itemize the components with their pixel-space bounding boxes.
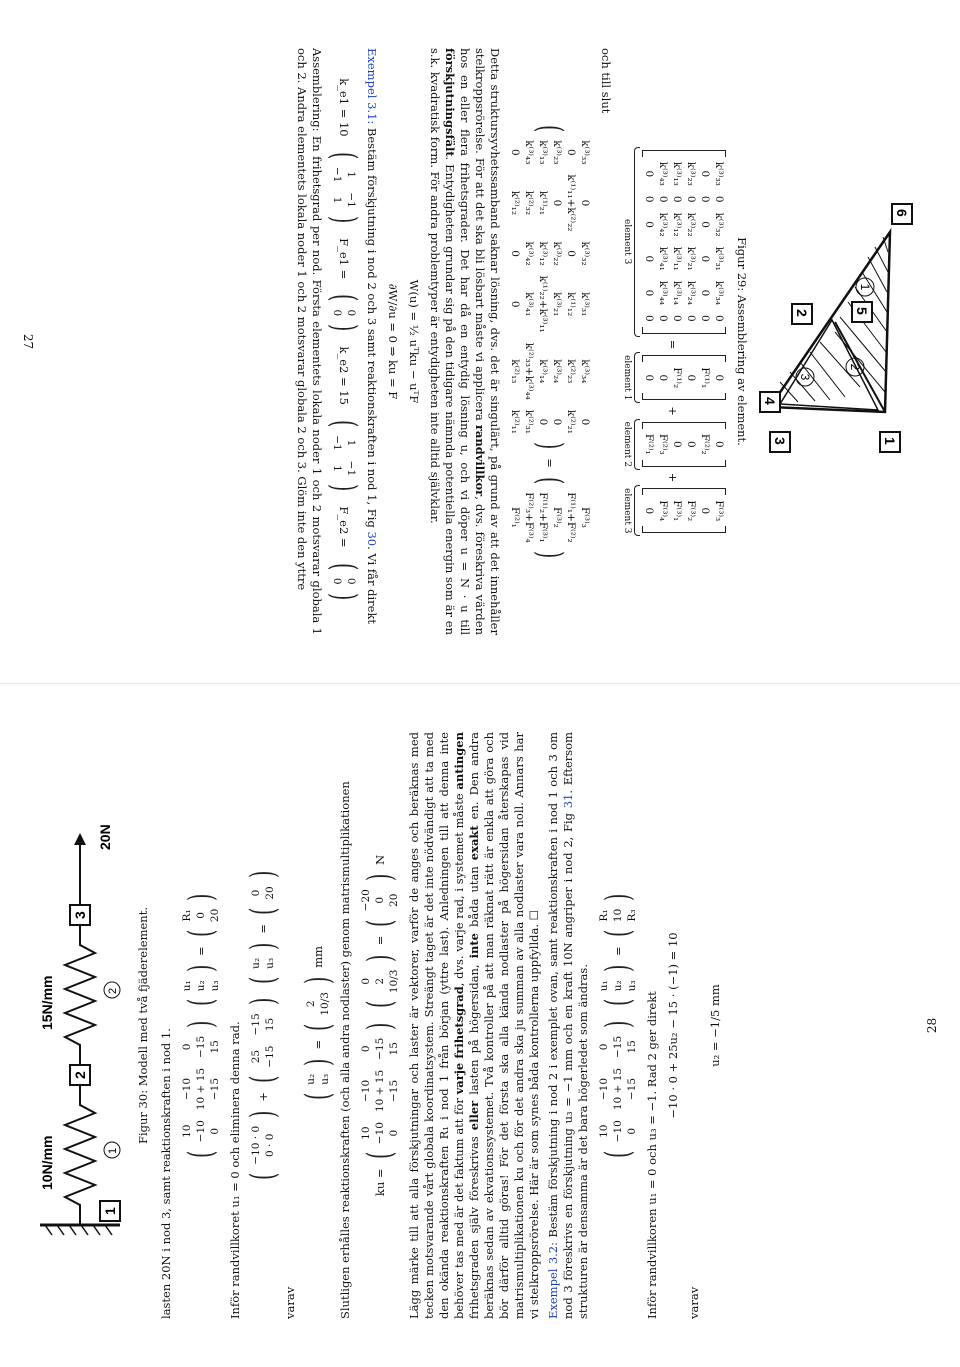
matrix-entry: k⁽³⁾₂₃ <box>685 161 697 186</box>
example-3-1-label: Exempel 3.1: <box>365 48 379 125</box>
matrix-entry: 10/3 <box>388 969 400 994</box>
matrix-entry: k⁽²⁾₂₃ <box>565 359 577 384</box>
matrix-entry: 0 <box>713 440 725 448</box>
matrix-entry: 0 <box>657 315 669 322</box>
matrix-entry: −15 <box>195 1035 207 1058</box>
spring-2-label: 15N/mm <box>39 976 55 1031</box>
matrix-entry: 0 <box>685 440 697 448</box>
matrix-entry: k⁽²⁾₁₁ <box>509 409 521 435</box>
och-till-slut: och till slut <box>599 48 613 114</box>
matrix-entry: k⁽²⁾₂₁ <box>565 409 577 435</box>
matrix-entry: −10 · 0 <box>250 1125 262 1165</box>
element-3-matrix-block <box>619 148 726 336</box>
matrix-entry: F⁽²⁾₂ <box>699 433 711 455</box>
matrix-entry: 20 <box>264 886 276 900</box>
line-3: Slutligen erhålles reaktionskraften (och alla andra nodlaster) genom matrismultiplikationen <box>338 781 352 1319</box>
matrix-entry: F⁽¹⁾₁ <box>699 367 711 389</box>
matrix-entry: 15 <box>264 1017 276 1032</box>
matrix-b: ( k⁽³⁾₃₃ 0 k⁽³⁾₃₂ k⁽³⁾₃₁ k⁽³⁾₃₄ 0 0 k⁽¹⁾₁₁+k⁽²⁾₂₂ 0 k⁽¹⁾₁₂ k⁽²⁾₂₃ k⁽²⁾₂₁ k⁽³⁾₂₃ 0 k⁽³⁾₂₂ k⁽³⁾₂₁ k⁽³⁾₂₄ 0 k⁽³⁾₁₃ k⁽¹⁾₂₁ k⁽³⁾₁₂ k⁽¹⁾₂₂+k⁽³⁾₁₁ k⁽³⁾₁₄ 0 k⁽³⁾₄₃ k⁽²⁾₃₂ k⁽³⁾₄₂ k⁽³⁾₄₁ k⁽²⁾₃₃+k⁽³⁾₄₄ k⁽²⁾₃₁ 0 k⁽²⁾₁₂ 0 0 k⁽²⁾₁₃ k⁽²⁾₁₁ ) <box>509 124 591 450</box>
matrix-entry: F⁽³⁾₃ <box>713 500 725 522</box>
matrix-entry: F⁽³⁾₂ <box>685 500 697 522</box>
matrix-entry: 0 <box>699 255 711 263</box>
matrix-entry: −10 <box>360 1079 372 1103</box>
matrix-entry: u₃ <box>626 980 638 992</box>
line-4: Inför randvillkoren u₁ = 0 och u₃ = −1. Rad 2 ger direkt <box>645 991 659 1319</box>
element-label: 1 <box>858 283 872 290</box>
equation-W: W(u) = ½ uᵀku − uᵀF <box>407 279 421 404</box>
matrix-entry: k⁽³⁾₁₁ <box>671 246 683 271</box>
matrix-entry: 0 <box>643 507 655 515</box>
figure-30-caption: Figur 30: Modell med två fjäderelement. <box>136 907 150 1145</box>
matrix-entry: u₁ <box>181 980 193 992</box>
ku-product: ku = ( 10 −10 0 −10 10 + 15 −15 0 −15 15 ) ( 0 2 10/3 ) = ( −20 0 20 ) N <box>359 854 400 1197</box>
matrix-entry: 0 <box>685 195 697 203</box>
figure-29-sketch <box>755 192 930 492</box>
matrix-entry: 0 <box>551 418 563 426</box>
k-e2-label: k_e2 = 15 <box>337 346 352 405</box>
matrix-entry: 0 <box>374 896 386 904</box>
page-28-content <box>30 732 729 1319</box>
matrix-entry: 0 <box>643 170 655 178</box>
node-2-label: 2 <box>72 1071 88 1080</box>
matrix-entry: 10 + 15 <box>374 1069 386 1113</box>
matrix-entry: −10 <box>195 1120 207 1143</box>
matrix-entry: 0 <box>509 300 521 308</box>
matrix-entry: 20 <box>209 908 221 923</box>
matrix-entry: k⁽³⁾₄₂ <box>657 212 669 237</box>
figure-29-caption: Figur 29: Assemblering av element. <box>735 237 749 446</box>
element-3-label: element 3 <box>622 219 632 265</box>
element-3-label-2: element 3 <box>622 488 632 534</box>
matrix-entry: 0 <box>643 315 655 322</box>
matrix-entry: −15 <box>612 1035 624 1058</box>
matrix-entry: −10 <box>374 1122 386 1145</box>
assembly-equation-1: k⁽³⁾₃₃ 0 k⁽³⁾₃₂ k⁽³⁾₃₁ k⁽³⁾₃₄ 0 0 0 0 0 0 0 k⁽³⁾₂₃ 0 k⁽³⁾₂₂ k⁽³⁾₂₁ k⁽³⁾₂₄ 0 k⁽³⁾₁₃ 0 k⁽³⁾₁₂ k⁽³⁾₁₁ k⁽³⁾₁₄ 0 k⁽³⁾₄₃ 0 k⁽³⁾₄₂ k⁽³⁾₄₁ k⁽³⁾₄₄ 0 0 0 0 0 0 0 element 3 = 0 F⁽¹⁾₁ 0 F⁽¹⁾₂ 0 0 element 1 + 0 F⁽²⁾₂ 0 0 F⁽²⁾₃ F⁽²⁾₁ element 2 + F⁽³⁾₃ 0 F⁽³⁾₂ F⁽³⁾₁ F⁽³⁾₄ 0 element 3 <box>619 48 726 635</box>
matrix-entry: −10 <box>181 1077 193 1101</box>
matrix-entry: 15 <box>388 1042 400 1056</box>
element-label: 3 <box>798 373 812 380</box>
matrix-entry: 0 <box>565 250 577 257</box>
matrix-entry: k⁽³⁾₄₂ <box>523 241 535 266</box>
matrix-entry: k⁽³⁾₃₂ <box>713 212 725 237</box>
matrix-entry: 10 <box>360 1126 372 1140</box>
line-2: Inför randvillkoret u₁ = 0 och eliminera denna rad. <box>228 1021 242 1319</box>
svg-text:2: 2 <box>107 988 119 995</box>
row-2-equation: −10 · 0 + 25u₂ − 15 · (−1) = 10 <box>666 932 680 1119</box>
matrix-entry: k⁽²⁾₁₃ <box>509 359 521 384</box>
matrix-entry: 0 <box>713 374 725 382</box>
vec-2-block <box>619 420 726 469</box>
figure-30-link[interactable]: 30 <box>365 531 379 547</box>
matrix-entry: k⁽³⁾₂₃ <box>551 140 563 165</box>
matrix-entry: k⁽³⁾₄₄ <box>657 280 669 306</box>
matrix-entry: 10 <box>598 1124 610 1138</box>
unit-mm: mm <box>310 945 325 968</box>
matrix-entry: 0 <box>685 374 697 382</box>
matrix-entry: 0 <box>209 1127 221 1135</box>
matrix-entry: k⁽³⁾₁₃ <box>671 161 683 186</box>
matrix-entry: k⁽¹⁾₁₂ <box>565 292 577 317</box>
assembly-paragraph: Assemblering: En frihetsgrad per nod. Första elementets lokala noder 1 och 2 motsvarar globala 1 och 2. Andra elementets lokala noder 1 och 2 motsvarar globala 2 och 3. Glöm inte den yttre <box>295 48 324 635</box>
varav-1: varav <box>283 1286 297 1319</box>
matrix-entry: 0 <box>537 418 549 426</box>
matrix-entry: 15 <box>626 1040 638 1054</box>
matrix-entry: 10 <box>612 908 624 923</box>
matrix-entry: 0 <box>713 195 725 203</box>
matrix-entry: k⁽³⁾₂₁ <box>551 292 563 317</box>
matrix-entry: 0 <box>598 1043 610 1051</box>
matrix-entry: F⁽³⁾₃ <box>579 507 591 528</box>
page-number-27: 27 <box>21 333 35 350</box>
matrix-entry: R₁ <box>598 909 610 922</box>
matrix-entry: u₃ <box>319 1073 331 1085</box>
matrix-entry: k⁽³⁾₃₁ <box>579 292 591 317</box>
matrix-entry: −15 <box>209 1077 221 1101</box>
matrix-entry: k⁽³⁾₁₄ <box>537 359 549 384</box>
matrix-entry: −15 <box>264 1045 276 1068</box>
matrix-entry: 0 <box>699 170 711 178</box>
matrix-entry: k⁽³⁾₁₂ <box>537 241 549 266</box>
element-1-label: element 1 <box>622 355 632 401</box>
paragraph-singular: Detta struktursyvhetssamband saknar lösning, dvs. det är singulärt, på grund av att det innehåller stelkroppsrörelse. För att det ska bli lösbart måste vi applicera randvillkor, dvs. föreskriva värden hos en eller flera frihetsgrader. Det har då en entydig lösning u, och vi döper u = N · u till förskjutningsfält. Entydigheten grundar sig på den tidigare nämnda potentiella energin som är en s.k. kvadratisk form. För andra problemtyper är entydigheten inte alltid självklar. <box>428 48 502 635</box>
matrix-entry: 0 <box>643 195 655 203</box>
k-e1-label: k_e1 = 10 <box>337 78 352 137</box>
matrix-entry: 25 <box>250 1049 262 1064</box>
matrix-entry: u₃ <box>209 980 221 992</box>
matrix-entry: u₂ <box>195 980 207 992</box>
matrix-entry: F⁽¹⁾₁+F⁽²⁾₂ <box>565 492 577 543</box>
matrix-entry: k⁽³⁾₂₁ <box>685 246 697 271</box>
matrix-entry: 0 <box>699 195 711 203</box>
node-label: 1 <box>882 436 898 445</box>
result-u2: u₂ = −1/5 mm <box>708 984 722 1067</box>
matrix-entry: 0 <box>565 149 577 156</box>
node-label: 5 <box>854 306 870 315</box>
matrix-entry: 0 <box>360 1045 372 1053</box>
matrix-entry: F⁽²⁾₁ <box>509 507 521 528</box>
F-e1-label: F_e1 = <box>337 238 352 280</box>
matrix-entry: 0 <box>657 374 669 382</box>
matrix-entry: R₁ <box>181 909 193 922</box>
matrix-entry: 0 <box>657 195 669 203</box>
matrix-entry: 0 <box>643 221 655 228</box>
matrix-entry: 0 <box>579 199 591 207</box>
matrix-entry: 10 <box>181 1124 193 1138</box>
vec-b: ( F⁽³⁾₃ F⁽¹⁾₁+F⁽²⁾₂ F⁽³⁾₂ F⁽¹⁾₂+F⁽³⁾₁ F⁽²⁾₃+F⁽³⁾₄ F⁽²⁾₁ ) <box>509 476 591 558</box>
matrix-entry: −15 <box>250 1013 262 1036</box>
matrix-entry: u₁ <box>598 980 610 992</box>
matrix-entry: k⁽²⁾₃₁ <box>523 409 535 435</box>
matrix-a <box>642 150 726 334</box>
vec-3-block <box>619 486 726 535</box>
figure-30-sketch <box>30 806 130 1246</box>
matrix-entry: −10 <box>612 1120 624 1143</box>
matrix-entry: k⁽²⁾₁₂ <box>509 190 521 216</box>
node-label: 4 <box>762 396 778 405</box>
matrix-entry: 10 + 15 <box>195 1067 207 1111</box>
vec-1-block <box>619 353 726 402</box>
matrix-entry: F⁽³⁾₄ <box>657 500 669 522</box>
matrix-entry: 0 <box>643 255 655 263</box>
matrix-entry: u₂ <box>305 1073 317 1085</box>
matrix-entry: 0 <box>509 250 521 257</box>
node-3-label: 3 <box>72 911 88 920</box>
matrix-entry: u₂ <box>612 980 624 992</box>
varav-2: varav <box>687 1286 701 1319</box>
matrix-entry: k⁽³⁾₂₂ <box>551 241 563 266</box>
matrix-entry: k⁽³⁾₂₄ <box>685 280 697 306</box>
matrix-entry: 0 <box>713 315 725 322</box>
matrix-entry: 0 <box>509 149 521 156</box>
matrix-entry: 10/3 <box>319 992 331 1016</box>
matrix-entry: 0 <box>671 195 683 203</box>
matrix-entry: 20 <box>388 893 400 907</box>
node-1-label: 1 <box>102 1207 118 1216</box>
example-3-2-label: Exempel 3.2: <box>546 1242 560 1319</box>
full-system: ( 10 −10 0 −10 10 + 15 −15 0 −15 15 ) ( u₁ u₂ u₃ ) = ( R₁ 0 20 ) <box>180 893 221 1158</box>
assembly-equation-2: ( k⁽³⁾₃₃ 0 k⁽³⁾₃₂ k⁽³⁾₃₁ k⁽³⁾₃₄ 0 0 k⁽¹⁾₁₁+k⁽²⁾₂₂ 0 k⁽¹⁾₁₂ k⁽²⁾₂₃ k⁽²⁾₂₁ k⁽³⁾₂₃ 0 k⁽³⁾₂₂ k⁽³⁾₂₁ k⁽³⁾₂₄ 0 k⁽³⁾₁₃ k⁽¹⁾₂₁ k⁽³⁾₁₂ k⁽¹⁾₂₂+k⁽³⁾₁₁ k⁽³⁾₁₄ 0 k⁽³⁾₄₃ k⁽²⁾₃₂ k⁽³⁾₄₂ k⁽³⁾₄₁ k⁽²⁾₃₃+k⁽³⁾₄₄ k⁽²⁾₃₁ 0 k⁽²⁾₁₂ 0 0 k⁽²⁾₁₃ k⁽²⁾₁₁ ) = ( F⁽³⁾₃ F⁽¹⁾₁+F⁽²⁾₂ F⁽³⁾₂ F⁽¹⁾₂+F⁽³⁾₁ F⁽²⁾₃+F⁽³⁾₄ F⁽²⁾₁ ) <box>508 48 592 635</box>
matrix-entry: 0 <box>671 315 683 322</box>
F-e2-label: F_e2 = <box>337 506 352 548</box>
matrix-entry: F⁽²⁾₁ <box>643 433 655 455</box>
example-3-2: Exempel 3.2: Bestäm förskjutning i nod 2 i exemplet ovan, samt reaktionskraften i nod 1 och 3 om nod 3 föreskrivs en förskjutning u₃ = −1 mm och en kraft 10N angriper i nod 2, Fig 31. Eftersom strukturen är densamma är det bara högerledet som ändras. <box>546 732 590 1319</box>
element-matrices: k_e1 = 10 ( 1 −1 −1 1 ) F_e1 = ( 0 0 ) k_e2 = 15 ( 1 −1 −1 1 ) F_e2 = ( 0 0 ) <box>324 78 365 600</box>
spring-1 <box>65 1086 95 1226</box>
matrix-entry: 2 <box>374 977 386 985</box>
matrix-entry: k⁽³⁾₂₄ <box>551 359 563 384</box>
matrix-entry: 0 <box>671 440 683 448</box>
system-2: ( 10 −10 0 −10 10 + 15 −15 0 −15 15 ) ( u₁ u₂ u₃ ) = ( R₁ 10 R₃ ) <box>597 893 638 1158</box>
example-3-1: Exempel 3.1: Bestäm förskjutning i nod 2 och 3 samt reaktionskraften i nod 1, Fig 30. Vi får direkt <box>365 48 379 625</box>
matrix-entry: k⁽³⁾₃₄ <box>579 359 591 384</box>
spring-1-label: 10N/mm <box>39 1136 55 1191</box>
matrix-entry: −15 <box>626 1077 638 1101</box>
matrix-entry: F⁽²⁾₃+F⁽³⁾₄ <box>523 492 535 543</box>
spring-2 <box>65 926 95 1066</box>
matrix-entry: 0 <box>360 977 372 985</box>
svg-text:1: 1 <box>107 1148 119 1155</box>
matrix-entry: 0 <box>195 912 207 919</box>
matrix-entry: F⁽²⁾₃ <box>657 433 669 455</box>
matrix-entry: u₂ <box>250 957 262 969</box>
matrix-entry: k⁽³⁾₄₃ <box>657 161 669 186</box>
page-27-rotated <box>0 0 960 683</box>
matrix-entry: 0 <box>579 418 591 426</box>
matrix-entry: k⁽³⁾₄₃ <box>523 140 535 165</box>
matrix-entry: k⁽³⁾₂₂ <box>685 212 697 237</box>
matrix-entry: F⁽³⁾₂ <box>551 507 563 528</box>
matrix-entry: k⁽³⁾₁₃ <box>537 140 549 165</box>
solution: ( u₂ u₃ ) = ( 2 10/3 ) mm <box>297 945 338 1101</box>
matrix-entry: k⁽²⁾₃₂ <box>523 190 535 216</box>
page-28-sheet <box>0 684 960 1367</box>
matrix-entry: 10 + 15 <box>612 1067 624 1111</box>
matrix-entry: F⁽³⁾₁ <box>671 500 683 522</box>
matrix-entry: 2 <box>305 1000 317 1008</box>
matrix-entry: −15 <box>388 1079 400 1103</box>
page-28-rotated <box>0 684 960 1367</box>
node-label: 2 <box>794 308 810 317</box>
matrix-entry: −15 <box>374 1037 386 1060</box>
matrix-entry: 0 <box>643 374 655 382</box>
line-1: lasten 20N i nod 3, samt reaktionskraften i nod 1. <box>159 1028 173 1319</box>
matrix-entry: k⁽³⁾₁₂ <box>671 212 683 237</box>
matrix-entry: k⁽³⁾₃₃ <box>713 161 725 186</box>
matrix-entry: k⁽¹⁾₁₁+k⁽²⁾₂₂ <box>565 174 577 232</box>
matrix-entry: 15 <box>209 1040 221 1054</box>
matrix-entry: k⁽³⁾₃₂ <box>579 241 591 266</box>
page-27-sheet <box>0 0 960 683</box>
element-2-label: element 2 <box>622 421 632 468</box>
matrix-entry: k⁽³⁾₄₁ <box>523 292 535 317</box>
matrix-entry: 0 <box>699 507 711 515</box>
matrix-entry: k⁽³⁾₁₄ <box>671 280 683 306</box>
matrix-entry: F⁽¹⁾₂+F⁽³⁾₁ <box>537 492 549 543</box>
matrix-entry: k⁽³⁾₃₁ <box>713 246 725 271</box>
matrix-entry: 0 <box>699 315 711 322</box>
matrix-entry: 0 <box>250 889 262 897</box>
matrix-entry: −20 <box>360 889 372 912</box>
matrix-entry: 0 <box>643 289 655 297</box>
matrix-entry: −10 <box>598 1077 610 1101</box>
element-label: 2 <box>848 363 862 370</box>
matrix-entry: 0 <box>388 1129 400 1137</box>
matrix-entry: F⁽¹⁾₂ <box>671 367 683 389</box>
matrix-entry: 0 <box>699 221 711 228</box>
matrix-entry: 0 <box>626 1127 638 1135</box>
page-number-28: 28 <box>925 1017 939 1034</box>
page-27-content <box>290 48 930 635</box>
equation-dW: ∂W/∂u = 0 ⇒ ku = F <box>386 283 400 400</box>
matrix-entry: k⁽³⁾₃₄ <box>713 280 725 306</box>
matrix-entry: k⁽³⁾₃₃ <box>579 140 591 165</box>
figure-31-link[interactable]: 31 <box>561 793 575 809</box>
matrix-entry: k⁽²⁾₃₃+k⁽³⁾₄₄ <box>523 342 535 400</box>
matrix-entry: k⁽¹⁾₂₂+k⁽³⁾₁₁ <box>537 275 549 333</box>
node-label: 6 <box>894 208 910 217</box>
ku-label: ku = <box>372 1168 387 1197</box>
reduced-system: ( −10 · 0 0 · 0 ) + ( 25 −15 −15 15 ) ( u₂ u₃ ) = ( 0 20 ) <box>242 871 283 1180</box>
matrix-entry: R₃ <box>626 909 638 922</box>
matrix-entry: 0 · 0 <box>264 1133 276 1157</box>
matrix-entry: 0 <box>699 289 711 297</box>
matrix-entry: 0 <box>685 315 697 322</box>
paragraph-vectors: Lägg märke till att alla förskjutningar och laster är vektorer, varför de anges och beräknas med tecken motsvarande vårt globala koordinatsystem. Streängt taget är det inte nödvändigt att ta med den okända reaktionskraften R₁ i nod 1 från början (yttre last). Anledningen till att denna inte behöver tas med är det faktum att för varje frihetsgrad, dvs. varje rad, i systemet måste antingen frihetsgraden själv föreskrivas eller lasten på högersidan, inte båda utan exakt en. Den andra beräknas sedan av ekvationssystemet. Två kontroller på att man räknat rätt är enkla att göra och bör därför alltid göras! För det första ska alla kända nodlaster på högersidan återskapas vid matrismultiplikationen ku och för det andra ska ju summan av alla nodlaster vara noll. Annars har vi stelkroppsrörelse. Här är som synes båda kontrollerna uppfyllda. ☐ <box>407 732 541 1319</box>
matrix-entry: k⁽¹⁾₂₁ <box>537 190 549 216</box>
matrix-entry: u₃ <box>264 957 276 969</box>
unit-N: N <box>372 854 387 865</box>
matrix-entry: k⁽³⁾₄₁ <box>657 246 669 271</box>
force-label: 20N <box>97 824 113 851</box>
node-label: 3 <box>772 436 788 445</box>
matrix-entry: 0 <box>551 199 563 207</box>
matrix-entry: 0 <box>181 1043 193 1051</box>
